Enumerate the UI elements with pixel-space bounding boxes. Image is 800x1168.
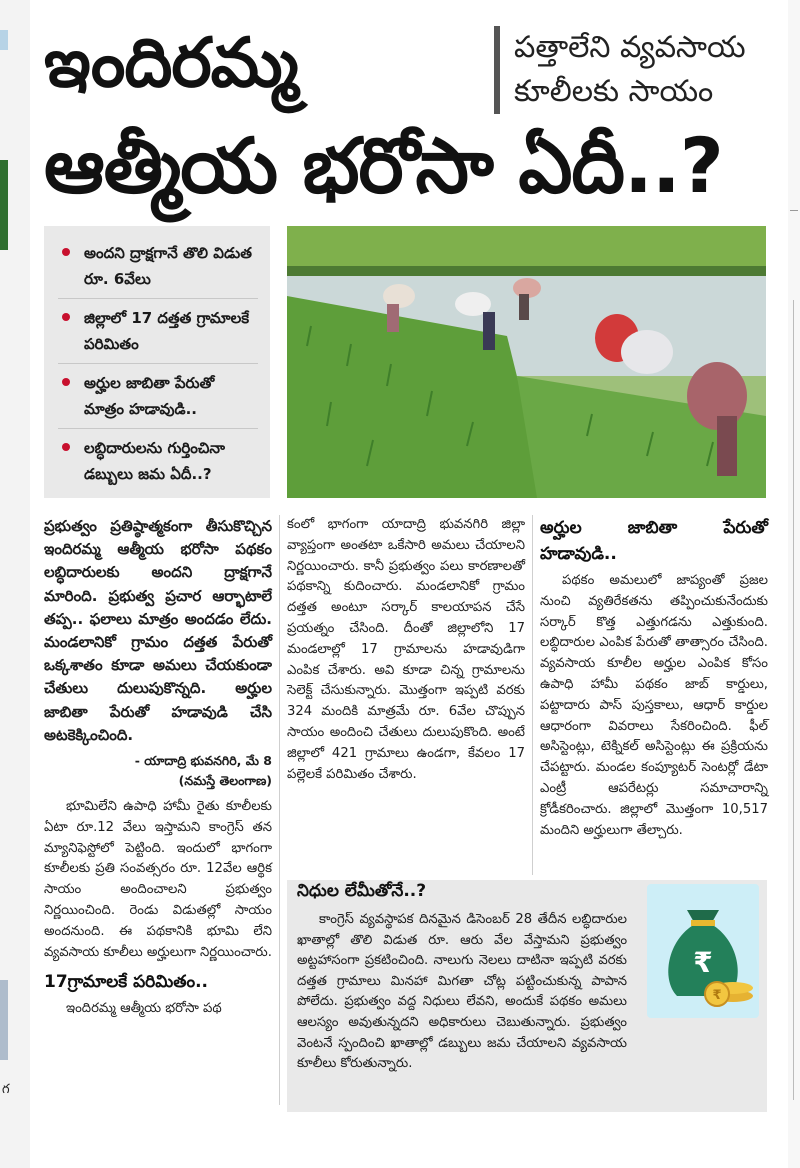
headline	[44, 18, 784, 218]
neighbour-text-fragment: గ	[2, 1082, 10, 1097]
coin-rupee-symbol: ₹	[712, 988, 722, 1003]
right-margin	[788, 0, 800, 1168]
source-credit: (నమస్తే తెలంగాణ)	[178, 773, 272, 789]
sidebox-title: నిధుల లేమీతోనే..?	[297, 881, 427, 901]
column-divider	[279, 515, 280, 1105]
article-column-1	[44, 515, 272, 1020]
margin-tick	[790, 210, 798, 211]
article-paragraph: భూమిలేని ఉపాధి హామీ రైతు కూలీలకు ఏటా రూ.12 వేలు ఇస్తామని కాంగ్రెస్ తన మ్యానిఫెస్టోలో పెట్టింది. ఇందులో భాగంగా కూలీలకు ప్రతి సంవత్సరం రూ. 12వేల ఆర్థిక సాయం అందించాలని ప్రభుత్వం నిర్ణయించింది. రెండు విడుతల్లో సాయం అందనుంది. ఈ పథకానికి భూమి లేని వ్యవసాయ కూలీలు అర్హులుగా నిర్ణయించారు.	[44, 799, 272, 960]
headline-line-2: ఆత్మీయ భరోసా ఏదీ..?	[44, 121, 723, 210]
money-bag-rupee-icon	[647, 884, 759, 1018]
sidebox	[287, 880, 767, 1112]
kicker-line-1: పత్తాలేని వ్యవసాయ	[514, 30, 746, 65]
neighbour-column-edge	[0, 980, 8, 1060]
neighbour-column-edge	[0, 160, 8, 250]
article-paragraph: పథకం అమలులో జాప్యంతో ప్రజల నుంచి వ్యతిరేకతను తప్పించుకునేందుకు సర్కార్ కొత్త ఎత్తుగడను ఎత్తుకుంది. లబ్ధిదారుల ఎంపిక పేరుతో తాత్సారం చేసింది. వ్యవసాయ కూలీల అర్హుల ఎంపిక కోసం ఉపాధి హామీ పథకం జాబ్ కార్డులు, పట్టాదారు పాస్ పుస్తకాలు, ఆధార్ కార్డుల ఆధారంగా వివరాలు సేకరించింది. ఫీల్ అసిస్టెంట్లు, టెక్నికల్ అసిస్టెంట్లు ఈ ప్రక్రియను చేపట్టారు. మండల కంప్యూటర్ సెంటర్లో డేటా ఎంట్రీ ఆపరేటర్లు సమాచారాన్ని క్రోడీకరించారు. జిల్లాలో మొత్తంగా 10,517 మందిని అర్హులుగా తేల్చారు.	[540, 573, 768, 838]
highlight-item: అందని ద్రాక్షగానే తొలి విడుత రూ. 6వేలు	[58, 234, 258, 299]
left-margin	[0, 0, 30, 1168]
headline-line-1: ఇందిరమ్మ	[44, 24, 298, 103]
article-lead: ప్రభుత్వం ప్రతిష్ఠాత్మకంగా తీసుకొచ్చిన ఇందిరమ్మ ఆత్మీయ భరోసా పథకం లబ్ధిదారులకు అందని ద్రాక్షగానే మారింది. ప్రభుత్వ ప్రచార ఆర్భాటాలే తప్ప.. ఫలాలు మాత్రం అందడం లేదు. మండలానికో గ్రామం దత్తత పేరుతో ఒక్కశాతం కూడా అమలు చేయకుండా చేతులు దులుపుకొన్నది. అర్హుల జాబితా పేరుతో హడావుడి చేసి అటకెక్కించింది.	[44, 517, 272, 744]
dateline: - యాదాద్రి భువనగిరి, మే 8	[134, 753, 272, 769]
paddy-field-illustration	[287, 226, 766, 498]
highlight-item: లబ్ధిదారులను గుర్తించినా డబ్బులు జమ ఏదీ..?	[58, 429, 258, 493]
article-paragraph: ఇందిరమ్మ ఆత్మీయ భరోసా పథ	[66, 1001, 222, 1017]
article-column-3	[540, 515, 768, 841]
highlights-list	[44, 226, 270, 493]
sidebox-text: కాంగ్రెస్ వ్యవస్థాపక దినమైన డిసెంబర్ 28 తేదీన లబ్ధిదారుల ఖాతాల్లో తొలి విడుత రూ. ఆరు వేల వేస్తామని ప్రభుత్వం అట్టహాసంగా ప్రకటించింది. నాలుగు నెలలు దాటినా ఇప్పటి వరకు దత్తత గ్రామాలు మినహా మిగతా చోట్ల పట్టించుకున్న పాపాన పోలేదు. ప్రభుత్వం వద్ద నిధులు లేవని, అందుకే పథకం అమలు ఆలస్యం అవుతున్నదని అధికారులు చెబుతున్నారు. ప్రభుత్వం వెంటనే స్పందించి ఖాతాల్లో డబ్బులు జమ చేయాలని వ్యవసాయ కూలీలు కోరుతున్నారు.	[297, 912, 627, 1072]
article-column-2	[287, 515, 525, 785]
kicker-line-2: కూలీలకు సాయం	[514, 74, 714, 109]
subheading: 17గ్రామాలకే పరిమితం..	[44, 972, 208, 993]
column-divider	[532, 515, 533, 875]
rupee-symbol: ₹	[693, 946, 713, 979]
article-paragraph: కంలో భాగంగా యాదాద్రి భువనగిరి జిల్లా వ్యాప్తంగా అంతటా ఒకేసారి అమలు చేయాలని నిర్ణయించారు. కానీ ప్రభుత్వం పలు కారణాలతో పథకాన్ని కుదించారు. మండలానికో గ్రామం దత్తత అంటూ సర్కార్ కాలయాపన చేసే ప్రయత్నం చేసింది. దీంతో జిల్లాలోని 17 మండలాల్లో 17 గ్రామాలను హడావుడిగా ఎంపిక చేశారు. అవి కూడా చిన్న గ్రామాలను సెలెక్ట్ చేసుకున్నారు. మొత్తంగా ఇప్పటి వరకు 324 మందికి మాత్రమే రూ. 6వేల చొప్పున సాయం అందించి చేతులు దులుపుకొంది. అంటే జిల్లాలో 421 గ్రామాలు ఉండగా, కేవలం 17 పల్లెలకే పరిమితం చేశారు.	[287, 517, 525, 782]
highlights-box	[44, 226, 270, 498]
paddy-field-photo	[287, 226, 766, 498]
margin-rule	[793, 300, 794, 1100]
money-bag-graphic	[647, 884, 759, 1018]
subheading: అర్హుల జాబితా పేరుతో హడావుడి..	[540, 518, 768, 564]
neighbour-column-edge	[0, 30, 8, 50]
kicker	[494, 26, 746, 114]
highlight-item: అర్హుల జాబితా పేరుతో మాత్రం హడావుడి..	[58, 364, 258, 429]
highlight-item: జిల్లాలో 17 దత్తత గ్రామాలకే పరిమితం	[58, 299, 258, 364]
